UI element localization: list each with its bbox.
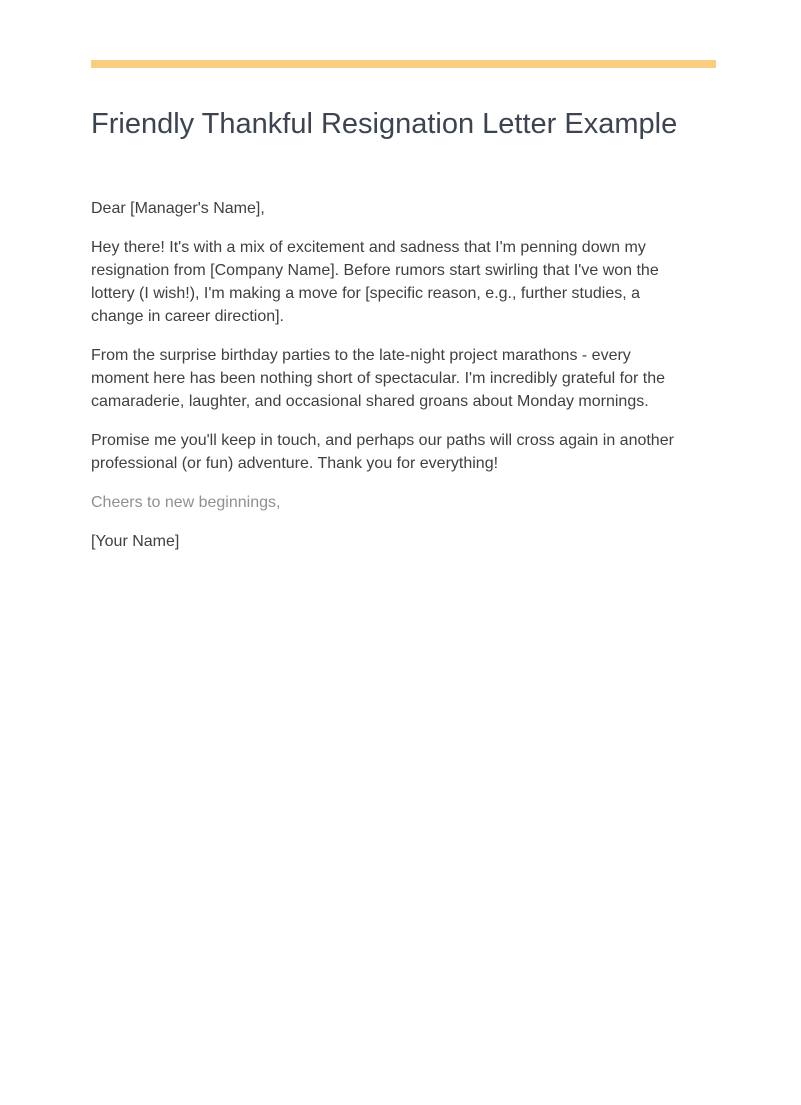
closing-line: Cheers to new beginnings,: [91, 494, 281, 511]
accent-bar: [91, 60, 716, 68]
letter-paragraph: Promise me you'll keep in touch, and perhaps our paths will cross again in another professional (or fun) adventure. Thank you for everything!: [91, 432, 674, 472]
letter-document-page: [0, 60, 801, 1105]
letter-paragraph: From the surprise birthday parties to the late-night project marathons - every moment here has been nothing short of spectacular. I'm incredibly grateful for the camaraderie, laughter, and occasional shared groans about Monday mornings.: [91, 347, 666, 410]
page-title: Friendly Thankful Resignation Letter Example: [91, 108, 678, 140]
letter-body: [91, 197, 686, 553]
letter-paragraph: Hey there! It's with a mix of excitement and sadness that I'm penning down my resignation from [Company Name]. Before rumors start swirling that I've won the lottery (I wish!), I'm making a move for [specific reason, e.g., further studies, a change in career direction].: [91, 239, 659, 325]
salutation-line: Dear [Manager's Name],: [91, 200, 265, 217]
signature-line: [Your Name]: [91, 533, 180, 550]
